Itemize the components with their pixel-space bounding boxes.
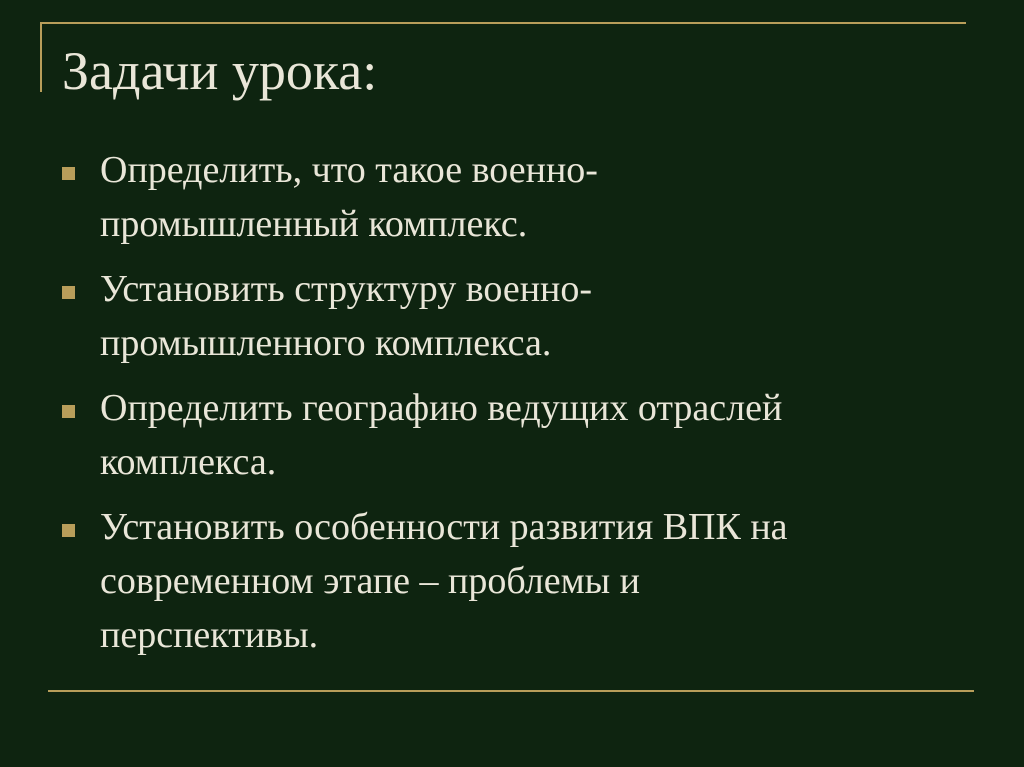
bullet-text: Определить, что такое военно- промышленный комплекс. [100, 149, 598, 245]
square-bullet-icon [62, 286, 75, 299]
top-rule [40, 22, 966, 24]
bullet-item [62, 500, 962, 662]
bullet-text: Установить особенности развития ВПК на современном этапе – проблемы и перспективы. [100, 506, 788, 656]
bullet-text: Определить географию ведущих отраслей комплекса. [100, 387, 783, 483]
left-rule [40, 22, 42, 92]
bullet-item [62, 143, 962, 251]
bullet-text: Установить структуру военно- промышленного комплекса. [100, 268, 593, 364]
square-bullet-icon [62, 405, 75, 418]
bullet-item [62, 381, 962, 489]
bottom-rule [48, 690, 974, 692]
slide-title: Задачи урока: [62, 41, 378, 101]
square-bullet-icon [62, 167, 75, 180]
square-bullet-icon [62, 524, 75, 537]
bullet-item [62, 262, 962, 370]
